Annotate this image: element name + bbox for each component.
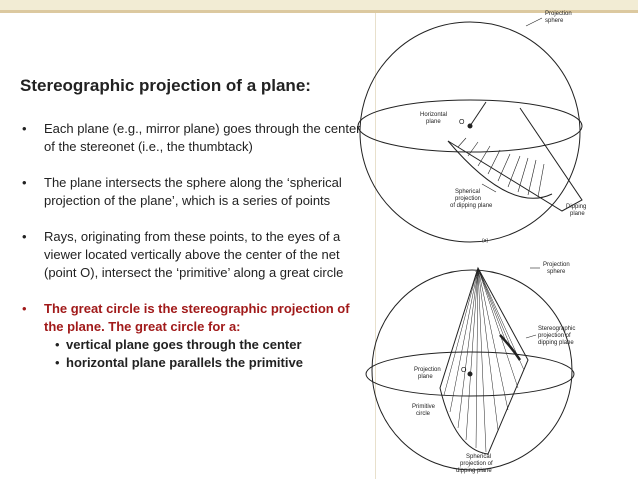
sub-bullet-text: vertical plane goes through the center: [66, 337, 302, 352]
label-spherical-projection-2: projection: [455, 196, 482, 202]
label-horizontal-plane: Horizontal: [420, 112, 448, 118]
label-primitive-2: circle: [416, 411, 431, 417]
highlight-text: The great circle is the stereographic projection of the plane. The great circle for a:: [44, 301, 350, 334]
label-projection-plane-2: plane: [418, 374, 433, 380]
bullet-marker: •: [55, 337, 60, 352]
label-primitive: Primitive: [412, 404, 436, 410]
bullet-text: Each plane (e.g., mirror plane) goes through the center of the stereonet (i.e., the thumbtack): [44, 121, 361, 154]
bullet-marker: •: [22, 301, 27, 316]
figure-a-caption: (a): [482, 238, 489, 244]
label-stereographic-2: projection of: [538, 333, 571, 339]
radius-line-a: [470, 102, 486, 126]
label-projection-plane: Projection: [414, 367, 441, 373]
label-spherical-b-3: dipping plane: [456, 468, 492, 474]
center-point-a: [468, 124, 472, 128]
label-horizontal-plane-2: plane: [426, 119, 441, 125]
figure-a-labels: [420, 11, 586, 244]
bullet-marker: •: [22, 121, 27, 136]
label-spherical-projection-3: of dipping plane: [450, 203, 493, 209]
projection-sphere-a: [360, 22, 580, 242]
label-spherical-b-2: projection of: [460, 461, 493, 467]
label-projection-sphere-a-2: sphere: [545, 18, 564, 24]
figure-b-labels: [412, 262, 575, 474]
label-projection-sphere-a: Projection: [545, 11, 572, 17]
figure-b: [366, 268, 574, 470]
label-spherical-b: Spherical: [466, 454, 492, 460]
label-o-a: O: [459, 119, 465, 126]
label-stereographic: Stereographic: [538, 326, 576, 332]
leader-line-sphere-a: [526, 18, 542, 26]
leader-line-stereo: [526, 335, 536, 338]
label-projection-sphere-b: Projection: [543, 262, 570, 268]
bullet-marker: •: [22, 229, 27, 244]
label-dipping-plane-2: plane: [570, 211, 585, 217]
label-dipping-plane: Dipping: [566, 204, 587, 210]
bullet-marker: •: [22, 175, 27, 190]
bullet-marker: •: [55, 355, 60, 370]
label-projection-sphere-b-2: sphere: [547, 269, 566, 275]
label-stereographic-3: dipping plane: [538, 340, 574, 346]
slide-title: Stereographic projection of a plane:: [20, 76, 311, 95]
label-o-b: O: [461, 367, 467, 374]
center-point-b: [468, 372, 472, 376]
ray-lines: [444, 268, 524, 452]
bullet-text: Rays, originating from these points, to the eyes of a viewer located vertically above the center of the net (point O), intersect the ‘primitive’ along a great circle: [44, 229, 344, 280]
label-z: Z: [475, 272, 479, 278]
sub-bullet-text: horizontal plane parallels the primitive: [66, 355, 303, 370]
label-spherical-projection: Spherical: [455, 189, 481, 195]
bullet-text: The plane intersects the sphere along the ‘spherical projection of the plane’, which is a series of points: [44, 175, 342, 208]
leader-line-spherical-a: [482, 184, 496, 192]
